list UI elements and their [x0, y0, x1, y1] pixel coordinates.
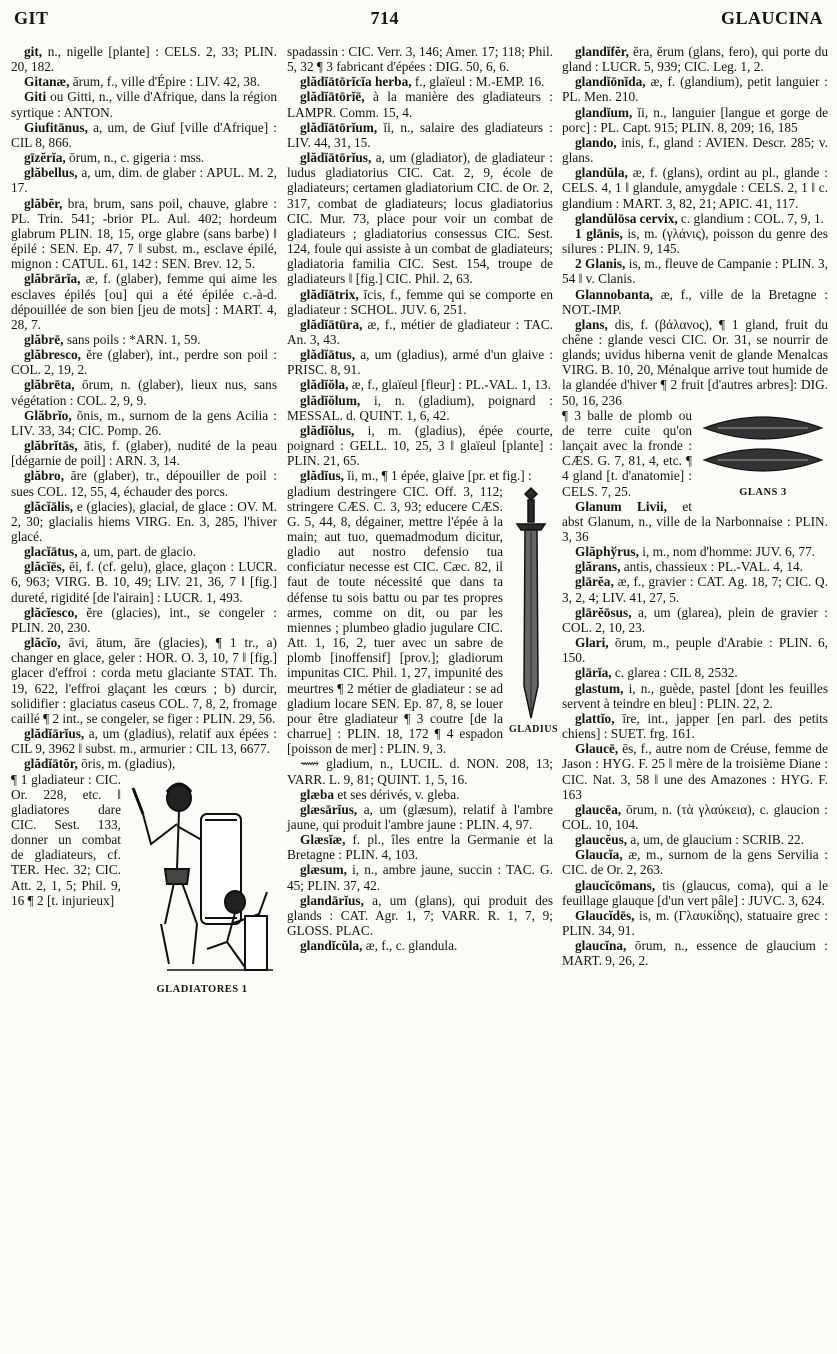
figure-caption: GLADIATORES 1: [156, 983, 248, 995]
dictionary-entry: [562, 165, 828, 210]
dictionary-entry: [562, 908, 828, 938]
entry-text: æ, f., ville de la Bretagne : NOT.-IMP.: [562, 286, 828, 317]
headword: glæba: [300, 786, 334, 802]
entry-text: a, um (gladius), relatif aux épées : CIL 9, 3962 ‖ subst. m., armurier : CIL 13, 6677.: [11, 726, 277, 757]
dictionary-entry: [562, 105, 828, 135]
gladiators-illustration: [127, 774, 277, 979]
entry-text: a, um (glans), qui produit des glands : CAT. Agr. 1, 7; VARR. R. 1, 7, 9; GLOSS. PLAC.: [287, 892, 553, 939]
headword: glaucĭna,: [575, 938, 627, 954]
gladiatores-figure: [127, 774, 277, 997]
dictionary-entry: [11, 559, 277, 604]
headword: glastum,: [575, 680, 624, 696]
entry-text: inis, f., gland : AVIEN. Descr. 285; v. glans.: [562, 134, 828, 166]
entry-text: ōrum, m., peuple d'Arabie : PLIN. 6, 150.: [562, 635, 828, 666]
entry-text: a, um, part. de glacio.: [77, 544, 197, 560]
headword: Glăphўrus,: [575, 544, 639, 560]
entry-text: et ses dérivés, v. gleba.: [334, 786, 460, 802]
headword: glăcĭo,: [24, 635, 61, 651]
dictionary-entry: [562, 938, 828, 968]
entry-text: i, m. (gladius), épée courte, poignard : GELL. 10, 25, 3 ‖ glaïeul [plante] : PLIN. 21, 65.: [287, 422, 553, 469]
dictionary-entry: [562, 226, 828, 256]
dictionary-entry: [11, 347, 277, 377]
dictionary-entry: [287, 423, 553, 468]
gladius-figure: [509, 486, 559, 735]
dictionary-entry: [287, 756, 553, 786]
entry-text: a, um (glæsum), relatif à l'ambre jaune, qui produit l'ambre jaune : PLIN. 4, 97.: [287, 801, 553, 832]
dictionary-entry: [11, 377, 277, 407]
entry-text: æ, f., c. glandula.: [362, 938, 458, 954]
dictionary-entry: [11, 438, 277, 468]
headword: glăcĭesco,: [24, 604, 78, 620]
headword: glandĭum,: [575, 104, 633, 120]
dictionary-entry: [287, 347, 553, 377]
dictionary-entry: [287, 832, 553, 862]
dictionary-entry: [11, 44, 277, 74]
dictionary-entry: [287, 468, 553, 483]
dictionary-entry: [562, 559, 828, 574]
headword: glădĭātōrĭcĭa herba,: [300, 74, 412, 90]
entry-text: n., nigelle [plante] : CELS. 2, 33; PLIN. 20, 182.: [11, 44, 277, 75]
entry-text: æ, f., glaïeul [fleur] : PL.-VAL. 1, 13.: [348, 377, 551, 393]
dictionary-entry: [562, 832, 828, 847]
entry-text: ¶ 3 balle de plomb ou de terre cuite qu'on lançait avec la fronde : CÆS. G. 7, 81, 4, etc. ¶ 4 gland [t. d'anatomie] : CELS. 7, 25.: [562, 407, 692, 499]
dictionary-entry: [562, 681, 828, 711]
dictionary-entry: [562, 574, 828, 604]
dictionary-entry: [287, 44, 553, 74]
entry-text: is, m. (Γλαυκίδης), statuaire grec : PLIN. 34, 91.: [562, 907, 828, 939]
arrow-icon: ⟿: [300, 756, 327, 772]
dictionary-entry: [287, 74, 553, 89]
headword: glăbrēta,: [24, 377, 75, 393]
entry-text: et abst Glanum, n., ville de la Narbonnaise : PLIN. 3, 36: [562, 498, 828, 544]
entry-text: a, um (gladiator), de gladiateur : ludus gladiatorius CIC. Cat. 2, 9, école de gladiateurs; certamen gladiatorium CIC. de Or. 2, 317, combat de gladiateurs; locus gladiatorius CIC. Mur. 73, place pour voir un combat de gladiateurs ; gladiatorius consessus CIC. Sest. 124, foule qui assiste à un combat de gladiateurs; gladiatoria familia CIC. Sest. 154, troupe de gladiateurs ‖ [fig.] CIC. Phil. 2, 63.: [287, 150, 553, 287]
entry-text: tis (glaucus, coma), qui a le feuillage glauque [d'un vert pâle] : JUVC. 3, 624.: [562, 877, 828, 908]
entry-text: gladium destringere CIC. Off. 3, 112; stringere CÆS. C. 3, 93; educere CÆS. G. 5, 44, 8, dégainer, mettre l'épée à la main; aut tuo, quemadmodum dicitur, gladio aut nostro defensio tua conficiatur necesse est CIC. Cæc. 82, il faut de toute nécessité que dans ta défense tu sois battu ou par tes propres armes, comme on dit, ou par les miennes ; plumbeo gladio jugulare CIC. Att. 1, 16, 2, tuer avec un sabre de plomb [inoffensif] [prov.]; gladiorum impunitas CIC. Phil. 1, 27, impunité des meurtres ¶ 2 métier de gladiateur : se ad gladium locare SEN. Ep. 87, 8, se louer pour être gladiateur ¶ 3 coutre [de la charrue] : PLIN. 18, 172 ¶ 4 espadon [poisson de mer] : PLIN. 9, 3.: [287, 483, 503, 757]
headword: Glaucē,: [575, 741, 619, 757]
headword: glădĭātrix,: [300, 286, 359, 302]
entry-text: e (glacies), glacial, de glace : OV. M. 2, 30; glacialis hiems VIRG. En. 3, 285, l'hiver glacé.: [11, 498, 277, 544]
entry-text: f. pl., îles entre la Germanie et la Bretagne : PLIN. 4, 103.: [287, 832, 553, 863]
headword: glăbĕr,: [24, 195, 63, 211]
headword: glădĭātōrĭum,: [300, 119, 378, 135]
dictionary-entry: [287, 287, 553, 317]
dictionary-entry: [287, 393, 553, 423]
entry-text: sans poils : *ARN. 1, 59.: [63, 331, 201, 347]
dictionary-entry: [562, 317, 828, 408]
dictionary-entry: [562, 605, 828, 635]
entry-text: i, n. (gladium), poignard : MESSAL. d. QUINT. 1, 6, 42.: [287, 392, 553, 423]
headword: glaucĕus,: [575, 832, 628, 848]
dictionary-entry: [287, 377, 553, 392]
entry-text: i, n., guède, pastel [dont les feuilles servent à teindre en bleu] : PLIN. 22, 2.: [562, 680, 828, 711]
dictionary-entry: [562, 211, 828, 226]
entry-text: īre, int., japper [en parl. des petits chiens] : SUET. frg. 161.: [562, 710, 828, 742]
headword: gīzĕrĭa,: [24, 150, 66, 166]
dictionary-entry: [287, 150, 553, 286]
entry-text: f., glaïeul : M.-EMP. 16.: [411, 74, 545, 90]
dictionary-entry: [287, 317, 553, 347]
entry-text: bra, brum, sans poil, chauve, glabre : PL. Trin. 541; -brior PL. Aul. 402; hordeum glabrum PLIN. 18, 15, orge glabre (sans barbe) ‖ épilé : SEN. Ep. 47, 7 ‖ subst. m., esclave épilé, mignon : CATUL. 61, 142 : SEN. Brev. 12, 5.: [11, 195, 277, 272]
dictionary-entry: [287, 89, 553, 119]
entry-text: antis, chassieux : PL.-VAL. 4, 14.: [620, 559, 804, 575]
dictionary-entry: [562, 847, 828, 877]
figure-caption: GLANS 3: [739, 486, 787, 498]
dictionary-entry: [11, 74, 277, 89]
entry-text: spadassin : CIC. Verr. 3, 146; Amer. 17; 118; Phil. 5, 32 ¶ 3 fabricant d'épées : DIG. 50, 6, 6.: [287, 44, 553, 75]
entry-text: ĕre (glaber), int., perdre son poil : COL. 2, 19, 2.: [11, 347, 277, 378]
dictionary-entry: [287, 120, 553, 150]
headword: Glanum Livii,: [575, 498, 667, 514]
headword: glăbrĭtās,: [24, 438, 78, 454]
entry-text: ĭi, m., ¶ 1 épée, glaive [pr. et fig.] :: [343, 468, 532, 484]
dictionary-entry: [11, 605, 277, 635]
headword: glăbrārĭa,: [24, 271, 81, 287]
headword: glaucĭcōmans,: [575, 877, 656, 893]
dictionary-entry: [562, 802, 828, 832]
dictionary-entry: [287, 938, 553, 953]
headword: glădĭātus,: [300, 347, 356, 363]
dictionary-entry: [11, 635, 277, 726]
header-left-guideword: GIT: [14, 8, 49, 28]
column-2: [287, 44, 559, 954]
headword: glădĭŏlum,: [300, 392, 361, 408]
dictionary-entry: [562, 665, 828, 680]
entry-text: ōris, m. (gladius),: [77, 756, 176, 772]
headword: glandŭla,: [575, 165, 628, 181]
dictionary-entry: [287, 893, 553, 938]
headword: Glannobanta,: [575, 286, 653, 302]
dictionary-entry: [11, 726, 277, 756]
glans-figure: [698, 410, 828, 500]
entry-text: ōrum, n. (τὰ γλαύκεια), c. glaucion : COL. 10, 104.: [562, 801, 828, 832]
headword: 1 glānis,: [575, 225, 623, 241]
entry-text: ātis, f. (glaber), nudité de la peau [dégarnie de poil] : ARN. 3, 14.: [11, 438, 277, 469]
dictionary-entry: [562, 256, 828, 286]
headword: glandŭlōsa cervix,: [575, 210, 678, 226]
entry-text: æ, m., surnom de la gens Servilia : CIC. de Or. 2, 263.: [562, 847, 828, 878]
headword: glăbrē,: [24, 331, 64, 347]
headword: Glari,: [575, 635, 609, 651]
headword: glacĭātus,: [24, 544, 78, 560]
headword: glandĭōnĭda,: [575, 74, 646, 90]
entry-text: æ, f., gravier : CAT. Ag. 18, 7; CIC. Q. 3, 2, 4; LIV. 41, 27, 5.: [562, 574, 828, 605]
entry-text: æ, f. (glans), ordint au pl., glande : CELS. 4, 1 ‖ glandule, amygdale : CELS. 2, 1 ‖ c. glandium : MART. 3, 82, 21; APIC. 41, 117.: [562, 165, 828, 211]
dictionary-entry: [562, 499, 828, 544]
entry-text: c. glarea : CIL 8, 2532.: [611, 665, 738, 681]
entry-text: ōnis, m., surnom de la gens Acilia : LIV. 33, 34; CIC. Pomp. 26.: [11, 407, 277, 438]
entry-text: c. glandium : COL. 7, 9, 1.: [677, 210, 824, 226]
entry-text: a, um (gladius), armé d'un glaive : PRISC. 8, 91.: [287, 347, 553, 378]
headword: glæsum,: [300, 862, 347, 878]
dictionary-entry: [562, 135, 828, 165]
entry-text: ārum, f., ville d'Épire : LIV. 42, 38.: [69, 74, 260, 90]
entry-text: i, n., ambre jaune, succin : TAC. G. 45; PLIN. 37, 42.: [287, 862, 553, 893]
entry-text: ōrum, n., c. gigeria : mss.: [65, 150, 205, 166]
headword: glădĭārĭus,: [24, 726, 85, 742]
sword-illustration: [511, 486, 551, 721]
dictionary-entry: [11, 468, 277, 498]
entry-text: æ, f., métier de gladiateur : TAC. An. 3, 43.: [287, 316, 553, 347]
running-header: [14, 8, 823, 36]
headword: glădĭus,: [300, 468, 344, 484]
entry-text: a, um, de Giuf [ville d'Afrique] : CIL 8, 866.: [11, 119, 277, 150]
entry-text: ēs, f., autre nom de Créuse, femme de Jason : HYG. F. 25 ‖ mère de la troisième Diane : CIC. Nat. 3, 58 ‖ une des Amazones : HYG. F. 163: [562, 741, 828, 802]
entry-text: āvi, ātum, āre (glacies), ¶ 1 tr., a) changer en glace, geler : HOR. O. 3, 10, 7 ‖ [fig.] glacer d'effroi : corda metu glaciante STAT. Th. 19, 622, l'effroi glaçant les cœurs ; b) durcir, solidifier : glaciatus caseus COL. 7, 8, 2, fromage caillé ¶ 2 int., se congeler, se figer : PLIN. 29, 56.: [11, 635, 277, 726]
headword: Glăbrĭo,: [24, 407, 72, 423]
entry-text: is, m., fleuve de Campanie : PLIN. 3, 54 ‖ v. Clanis.: [562, 256, 829, 287]
headword: glăcĭālis,: [24, 498, 74, 514]
headword: glandĭfĕr,: [575, 44, 629, 59]
entry-text: ĕre (glacies), int., se congeler : PLIN. 20, 230.: [11, 604, 277, 635]
entry-text: ĭi, n., salaire des gladiateurs : LIV. 44, 31, 15.: [287, 119, 553, 150]
column-1: [11, 44, 277, 999]
entry-text: æ, f. (glaber), femme qui aime les esclaves épilés [ou] qui a été épilée c.-à-d. dépouillée de son bien [jeu de mots] : MART. 4, 28, 7.: [11, 271, 277, 332]
dictionary-entry: [562, 44, 828, 74]
headword: glaucēa,: [575, 801, 622, 817]
entry-text: ¶ 1 gladiateur : CIC. Or. 228, etc. ‖ gladiatores dare CIC. Sest. 133, donner un combat de gladiateurs, cf. TER. Hec. 32; CIC. Att. 2, 1, 5; Phil. 9, 16 ¶ 2 [t. injurieux]: [11, 771, 121, 908]
dictionary-entry: [562, 635, 828, 665]
dictionary-entry: [11, 150, 277, 165]
dictionary-entry: [11, 165, 277, 195]
dictionary-entry: [11, 544, 277, 559]
entry-text: ou Gitti, n., ville d'Afrique, dans la région syrtique : ANTON.: [11, 89, 277, 120]
header-right-guideword: GLAUCINA: [720, 8, 823, 28]
headword: glădĭŏlus,: [300, 422, 355, 438]
dictionary-entry: [562, 741, 828, 802]
headword: git,: [24, 44, 43, 59]
figure-caption: GLADIUS: [509, 723, 559, 735]
headword: glārĕōsus,: [575, 604, 632, 620]
headword: Glaucĭdēs,: [575, 907, 635, 923]
column-3: [562, 44, 828, 969]
dictionary-entry: [11, 89, 277, 119]
headword: glărans,: [575, 559, 621, 575]
entry-text: is, m. (γλάνις), poisson du genre des silures : PLIN. 9, 145.: [562, 225, 828, 257]
headword: Glaucĭa,: [575, 847, 623, 863]
entry-text: ĕra, ĕrum (glans, fero), qui porte du gland : LUCR. 5, 939; CIC. Leg. 1, 2.: [562, 44, 828, 75]
dictionary-entry: [11, 120, 277, 150]
entry-text: ĭi, n., languier [langue et gorge de porc] : PL. Capt. 915; PLIN. 8, 209; 16, 185: [562, 104, 828, 135]
page-number: 714: [370, 8, 399, 28]
dictionary-entry: [11, 499, 277, 544]
entry-text: æ, f. (glandium), petit languier : PL. Men. 210.: [562, 74, 828, 105]
headword: Glæsĭæ,: [300, 832, 346, 848]
headword: glădĭātŏr,: [24, 756, 78, 772]
dictionary-entry: [287, 787, 553, 802]
headword: glădĭātūra,: [300, 316, 363, 332]
dictionary-entry: [562, 878, 828, 908]
entry-text: gladium, n., LUCIL. d. NON. 208, 13; VARR. L. 9, 81; QUINT. 1, 5, 16.: [287, 756, 554, 787]
dictionary-entry: [11, 756, 277, 771]
entry-text: āre (glaber), tr., dépouiller de poil : sues COL. 12, 55, 4, échauder des porcs.: [11, 468, 277, 499]
entry-text: à la manière des gladiateurs : LAMPR. Comm. 15, 4.: [287, 89, 553, 120]
headword: 2 Glanis,: [575, 256, 626, 272]
headword: glădĭātōrĭus,: [300, 150, 372, 166]
headword: glăbro,: [24, 468, 65, 484]
entry-text: dis, f. (βάλανος), ¶ 1 gland, fruit du chêne : glande vesci CIC. Or. 31, se nourrir de glands; uvidus hiberna venit de glande Menalcas VIRG. B. 10, 20, Ménalque arrive tout humide de la glandée d'hiver ¶ 2 fruit [d'autres arbres]: DIG. 50, 16, 236: [562, 316, 828, 408]
dictionary-entry: [287, 862, 553, 892]
headword: glattĭo,: [575, 710, 615, 726]
dictionary-entry: [287, 802, 553, 832]
entry-text: ōrum, n. (glaber), lieux nus, sans végétation : COL. 2, 9, 9.: [11, 377, 277, 408]
headword: glæsārĭus,: [300, 801, 358, 817]
headword: glădĭātōrĭē,: [300, 89, 365, 105]
sling-bullet-illustration: [698, 410, 828, 482]
headword: glăcĭēs,: [24, 559, 65, 575]
headword: glandārĭus,: [300, 892, 364, 908]
dictionary-entry: [11, 271, 277, 332]
entry-text: ōrum, n., essence de glaucium : MART. 9, 26, 2.: [562, 938, 828, 969]
headword: Gitanæ,: [24, 74, 70, 90]
dictionary-entry: [562, 74, 828, 104]
dictionary-entry: [11, 332, 277, 347]
headword: Giti: [24, 89, 47, 105]
entry-text: a, um, de glaucium : SCRIB. 22.: [627, 832, 805, 848]
headword: glădĭŏla,: [300, 377, 349, 393]
entry-text: īcis, f., femme qui se comporte en gladiateur : SCHOL. JUV. 6, 251.: [287, 286, 553, 317]
headword: glārĕa,: [575, 574, 614, 590]
dictionary-entry: [11, 196, 277, 272]
dictionary-entry: [11, 408, 277, 438]
entry-text: a, um, dim. de glaber : APUL. M. 2, 17.: [11, 165, 277, 196]
dictionary-entry: [562, 711, 828, 741]
dictionary-entry: [562, 544, 828, 559]
entry-text: i, m., nom d'homme: JUV. 6, 77.: [638, 544, 816, 560]
headword: glando,: [575, 134, 617, 150]
headword: glans,: [575, 316, 608, 332]
entry-text: a, um (glarea), plein de gravier : COL. 2, 10, 23.: [562, 604, 828, 635]
dictionary-entry: [562, 287, 828, 317]
headword: glārĭa,: [575, 665, 612, 681]
entry-text: ēi, f. (cf. gelu), glace, glaçon : LUCR. 6, 963; VIRG. B. 10, 49; LIV. 21, 36, 7 ‖ [fig.] dureté, rigidité [de l'airain] : LUCR. 1, 493.: [11, 559, 277, 605]
headword: glăbellus,: [24, 165, 78, 181]
headword: glăbresco,: [24, 347, 81, 363]
headword: Giufitānus,: [24, 119, 88, 135]
headword: glandĭcŭla,: [300, 938, 363, 954]
